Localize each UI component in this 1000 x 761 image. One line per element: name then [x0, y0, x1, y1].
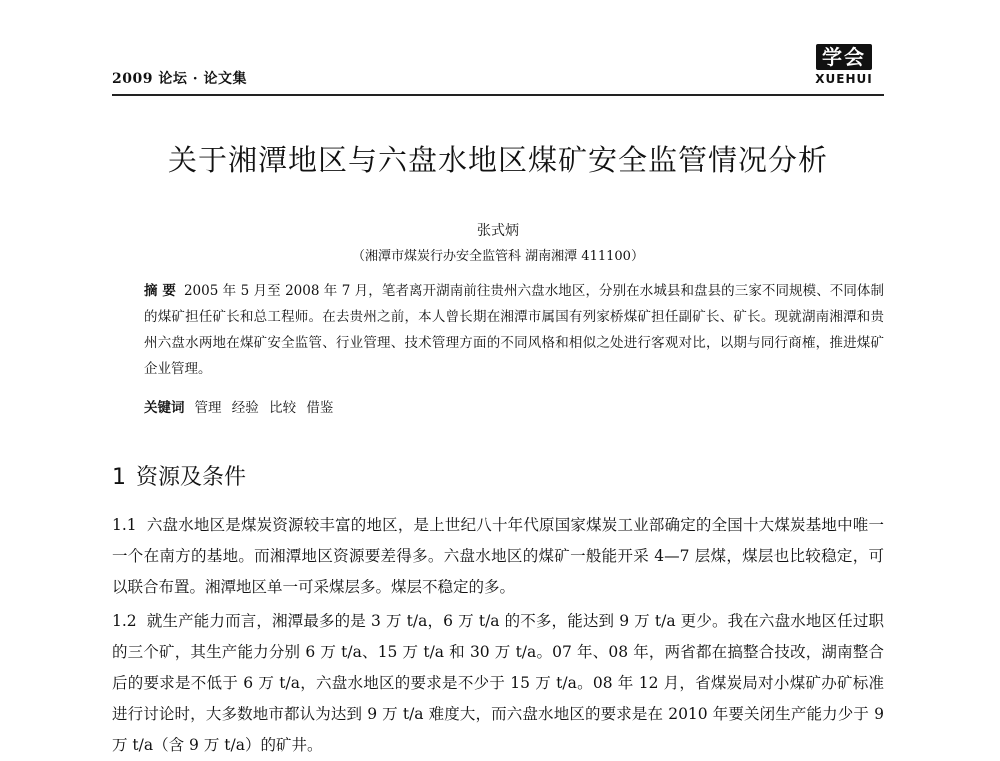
paragraph	[112, 510, 884, 603]
logo-mark: 学会	[816, 44, 872, 70]
section-heading	[112, 460, 246, 491]
paragraph-text: 就生产能力而言，湘潭最多的是 3 万 t/a，6 万 t/a 的不多，能达到 9 万 t/a 更少。我在六盘水地区任过职的三个矿，其生产能力分别 6 万 t/a、15 万 t/a 和 30 万 t/a。07 年、08 年，两省都在搞整合技改，湖南整合后的要求是不低于 6 万 t/a，六盘水地区的要求是不少于 15 万 t/a。08 年 12 月，省煤炭局对小煤矿办矿标准进行讨论时，大多数地市都认为达到 9 万 t/a 难度大，而六盘水地区的要求是在 2010 年要关闭生产能力少于 9 万 t/a（含 9 万 t/a）的矿井。	[112, 612, 884, 754]
page-header	[112, 44, 884, 94]
keywords-values: 管理 经验 比较 借鉴	[194, 400, 334, 416]
keywords-label: 关键词	[144, 400, 185, 416]
author-name: 张式炳	[477, 223, 519, 239]
paragraph-number: 1.2	[112, 612, 137, 630]
header-divider	[112, 94, 884, 96]
section-title: 资源及条件	[136, 465, 247, 490]
abstract-text: 2005 年 5 月至 2008 年 7 月，笔者离开湖南前往贵州六盘水地区，分别在水城县和盘县的三家不同规模、不同体制的煤矿担任矿长和总工程师。在去贵州之前，本人曾长期在湘潭市属国有列家桥煤矿担任副矿长、矿长。现就湖南湘潭和贵州六盘水两地在煤矿安全监管、行业管理、技术管理方面的不同风格和相似之处进行客观对比，以期与同行商榷，推进煤矿企业管理。	[144, 283, 885, 377]
paper-title: 关于湘潭地区与六盘水地区煤矿安全监管情况分析	[167, 143, 828, 177]
abstract	[144, 278, 884, 382]
xuehui-logo	[804, 44, 884, 92]
abstract-label: 摘 要	[144, 283, 176, 299]
logo-text: XUEHUI	[815, 72, 873, 86]
author-affiliation: （湘潭市煤炭行办安全监管科 湖南湘潭 411100）	[352, 249, 644, 264]
section-number: 1	[112, 465, 126, 490]
paragraph	[112, 606, 884, 761]
paragraph-number: 1.1	[112, 516, 137, 534]
journal-name: 2009 论坛 · 论文集	[112, 71, 247, 87]
keywords	[144, 396, 884, 416]
paragraph-text: 六盘水地区是煤炭资源较丰富的地区，是上世纪八十年代原国家煤炭工业部确定的全国十大煤炭基地中唯一一个在南方的基地。而湘潭地区资源要差得多。六盘水地区的煤矿一般能开采 4—7 层煤，煤层也比较稳定，可以联合布置。湘潭地区单一可采煤层多。煤层不稳定的多。	[112, 516, 884, 596]
